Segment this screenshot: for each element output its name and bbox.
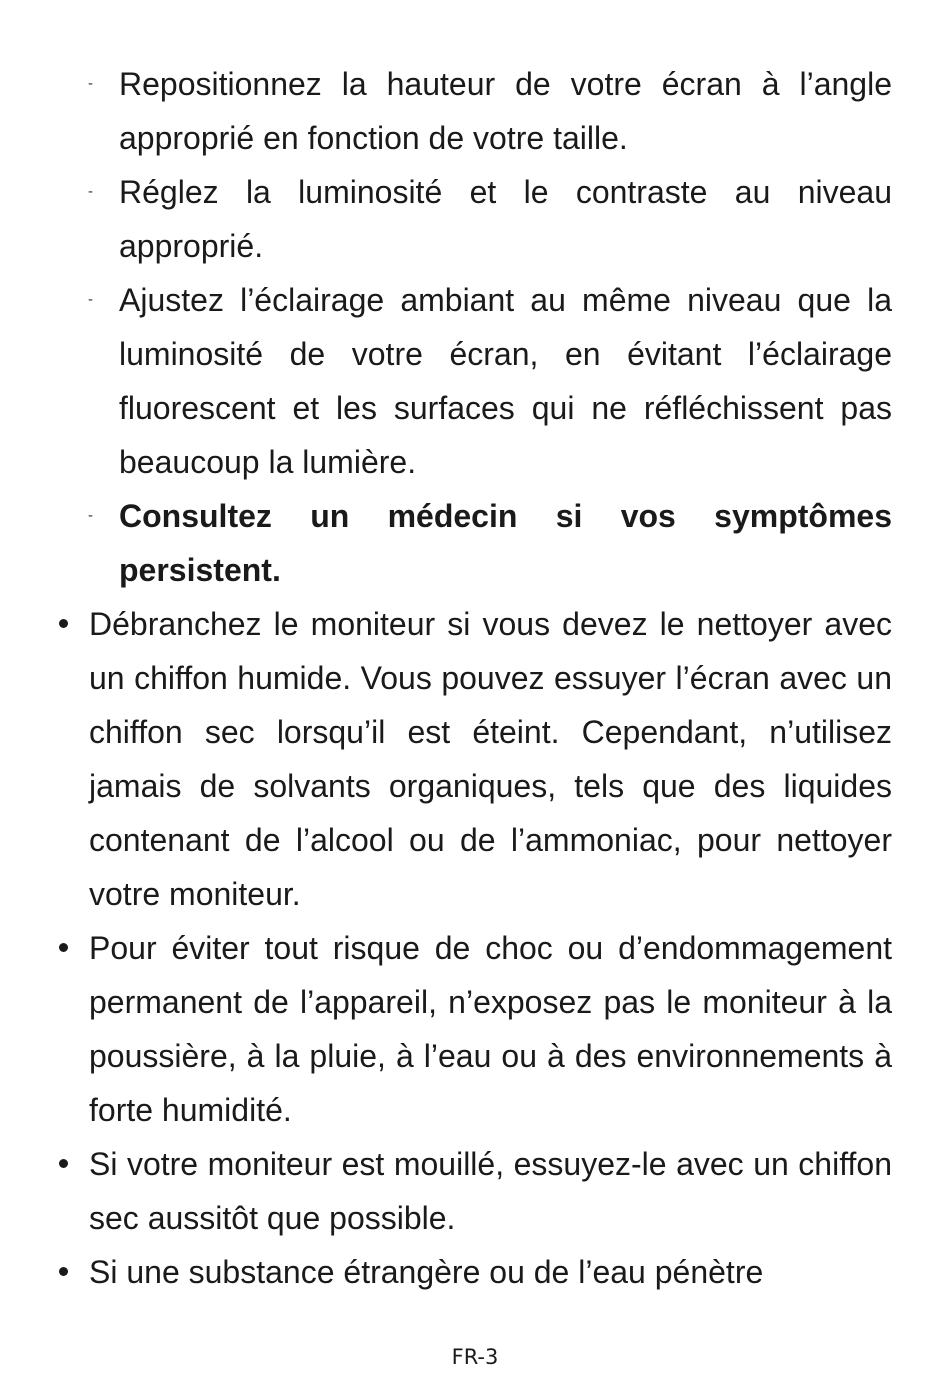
sub-item-text-bold: Consultez un médecin si vos symptômes persistent. [119,498,892,588]
bullet-list-item [89,1245,892,1299]
page-number: FR-3 [451,1345,499,1369]
dash-marker: - [88,291,93,308]
sub-list-item [88,57,892,165]
sub-item-text: Ajustez l’éclairage ambiant au même niveau que la luminosité de votre écran, en évitant l’éclairage fluorescent et les surfaces qui ne réfléchissent pas beaucoup la lumière. [119,282,892,480]
bullet-dot-icon [59,1159,68,1168]
sub-list-item [88,165,892,273]
dash-marker: - [88,507,93,524]
bullet-list [0,597,950,1299]
dash-marker: - [88,75,93,92]
sub-item-text: Réglez la luminosité et le contraste au niveau approprié. [119,174,892,264]
bullet-dot-icon [59,943,68,952]
bullet-item-text: Si une substance étrangère ou de l’eau pénètre [89,1254,764,1290]
bullet-dot-icon [59,1267,68,1276]
sub-list [0,57,950,597]
bullet-item-text: Pour éviter tout risque de choc ou d’endommagement permanent de l’appareil, n’exposez pas le moniteur à la poussière, à la pluie, à l’eau ou à des environnements à forte humidité. [89,930,892,1128]
sub-list-item [88,273,892,489]
bullet-item-text: Si votre moniteur est mouillé, essuyez-le avec un chiffon sec aussitôt que possible. [89,1146,892,1236]
dash-marker: - [88,183,93,200]
page-content [0,57,950,1299]
sub-item-text: Repositionnez la hauteur de votre écran à l’angle approprié en fonction de votre taille. [119,66,892,156]
bullet-list-item [89,1137,892,1245]
bullet-list-item [89,921,892,1137]
bullet-dot-icon [59,619,68,628]
bullet-item-text: Débranchez le moniteur si vous devez le nettoyer avec un chiffon humide. Vous pouvez essuyer l’écran avec un chiffon sec lorsqu’il est éteint. Cependant, n’utilisez jamais de solvants organiques, tels que des liquides contenant de l’alcool ou de l’ammoniac, pour nettoyer votre moniteur. [89,606,892,912]
sub-list-item-emphasis [88,489,892,597]
bullet-list-item [89,597,892,921]
